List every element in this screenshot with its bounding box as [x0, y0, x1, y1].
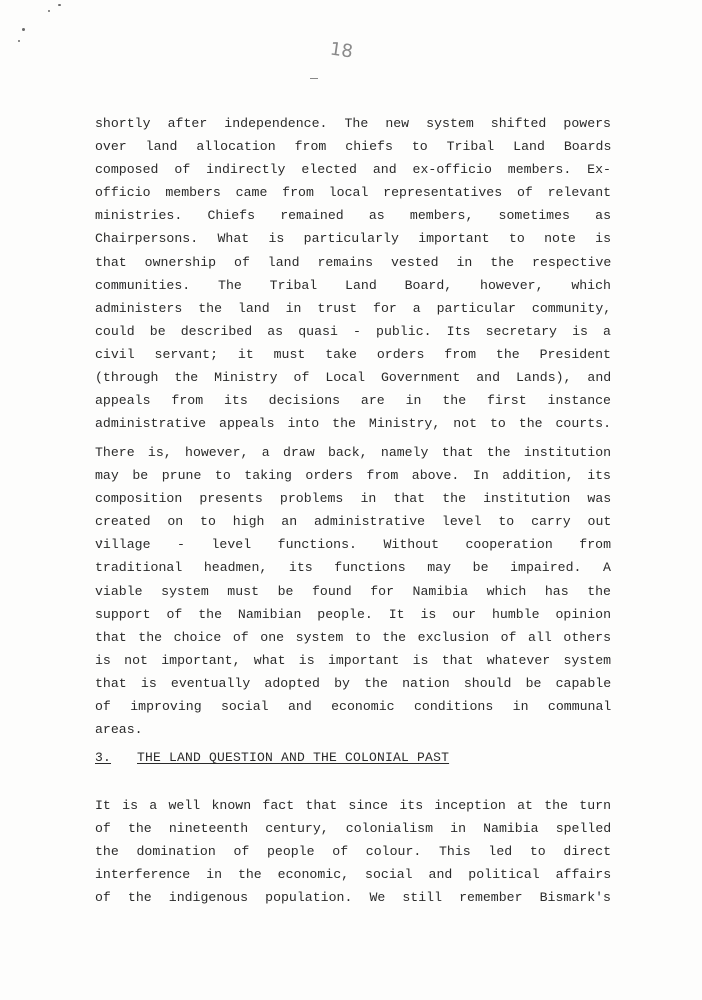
text-line: traditional headmen, its functions may be impaired. A [95, 560, 611, 576]
text-line: that is eventually adopted by the nation should be capable [95, 675, 611, 691]
text-line: that ownership of land remains vested in the respective [95, 254, 611, 270]
scan-speck [18, 40, 20, 42]
page-dash-mark [310, 72, 318, 79]
text-line: is not important, what is important is that whatever system [95, 652, 611, 668]
text-line: of the indigenous population. We still remember Bismark's [95, 890, 611, 906]
section-title: THE LAND QUESTION AND THE COLONIAL PAST [137, 750, 450, 765]
text-line: over land allocation from chiefs to Tribal Land Boards [95, 139, 611, 155]
text-line: support of the Namibian people. It is our humble opinion [95, 606, 611, 622]
handwritten-page-number: 18 [328, 38, 355, 63]
section-number: 3. [95, 750, 112, 765]
scan-speck [48, 10, 50, 12]
section-heading [95, 750, 449, 765]
text-line: that the choice of one system to the exclusion of all others [95, 629, 611, 645]
text-line: Chairpersons. What is particularly important to note is [95, 231, 611, 247]
scan-speck [58, 4, 61, 6]
text-line: composed of indirectly elected and ex-officio members. Ex- [95, 162, 611, 178]
text-line: areas. [95, 722, 143, 738]
paragraph-1 [95, 112, 611, 435]
text-line: of improving social and economic conditions in communal [95, 699, 611, 715]
text-line: administers the land in trust for a particular community, [95, 300, 611, 316]
scan-speck [22, 28, 25, 31]
text-line: created on to high an administrative level to carry out [95, 514, 611, 530]
text-line: appeals from its decisions are in the first instance [95, 393, 611, 409]
paragraph-2 [95, 441, 611, 741]
text-line: It is a well known fact that since its inception at the turn [95, 798, 611, 813]
text-line: (through the Ministry of Local Government and Lands), and [95, 370, 611, 386]
text-line: communities. The Tribal Land Board, however, which [95, 277, 611, 293]
text-line: may be prune to taking orders from above. In addition, its [95, 468, 611, 484]
text-line: of the nineteenth century, colonialism in Namibia spelled [95, 821, 611, 837]
text-line: viable system must be found for Namibia which has the [95, 583, 611, 599]
text-line: could be described as quasi - public. Its secretary is a [95, 323, 611, 339]
text-line: village - level functions. Without cooperation from [95, 537, 611, 553]
text-line: There is, however, a draw back, namely that the institution [95, 445, 611, 460]
text-line: interference in the economic, social and political affairs [95, 867, 611, 883]
text-line: composition presents problems in that the institution was [95, 491, 611, 507]
text-line: administrative appeals into the Ministry, not to the courts. [95, 416, 611, 432]
text-line: ministries. Chiefs remained as members, sometimes as [95, 208, 611, 224]
paragraph-3 [95, 794, 611, 909]
text-line: shortly after independence. The new system shifted powers [95, 116, 611, 131]
text-line: civil servant; it must take orders from the President [95, 346, 611, 362]
text-line: officio members came from local representatives of relevant [95, 185, 611, 201]
text-line: the domination of people of colour. This led to direct [95, 844, 611, 860]
